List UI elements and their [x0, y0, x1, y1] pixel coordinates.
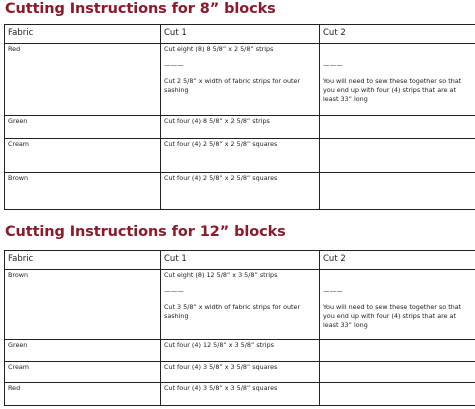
table-row: [5, 270, 475, 340]
table-row: [5, 340, 475, 362]
table-row: [5, 139, 475, 173]
cut2-note: You will need to sew these together so that you end up with four (4) strips that are at least 33” long: [323, 303, 462, 329]
separator: ———: [164, 61, 185, 69]
cut1-instruction: Cut eight (8) 12 5/8” x 3 5/8” strips: [164, 271, 278, 279]
header-fabric: Fabric: [5, 25, 161, 44]
cut1-sashing-instruction: Cut 3 5/8” x width of fabric strips for outer sashing: [164, 303, 301, 320]
table-row: [5, 362, 475, 383]
table-header-row: [5, 251, 475, 270]
fabric-cell: Green: [5, 340, 161, 362]
table-row: [5, 44, 475, 116]
cut1-cell: Cut four (4) 12 5/8” x 3 5/8” strips: [161, 340, 320, 362]
separator: ———: [323, 287, 344, 295]
cut2-cell: [320, 270, 475, 340]
header-cut2: Cut 2: [320, 25, 475, 44]
fabric-cell: Cream: [5, 362, 161, 383]
section-title-8in: Cutting Instructions for 8” blocks: [5, 1, 276, 17]
fabric-cell: Brown: [5, 270, 161, 340]
cut1-sashing-instruction: Cut 2 5/8” x width of fabric strips for outer sashing: [164, 77, 301, 94]
table-header-row: [5, 25, 475, 44]
fabric-cell: Cream: [5, 139, 161, 173]
cut1-cell: Cut four (4) 8 5/8” x 2 5/8” strips: [161, 116, 320, 139]
table-row: [5, 383, 475, 406]
header-cut1: Cut 1: [161, 25, 320, 44]
cut2-cell: [320, 383, 475, 406]
cut1-cell: Cut four (4) 2 5/8” x 2 5/8” squares: [161, 139, 320, 173]
fabric-cell: Brown: [5, 173, 161, 210]
cut1-cell: Cut four (4) 2 5/8” x 2 5/8” squares: [161, 173, 320, 210]
table-row: [5, 173, 475, 210]
cut1-cell: Cut four (4) 3 5/8” x 3 5/8” squares: [161, 383, 320, 406]
cut2-cell: [320, 340, 475, 362]
fabric-cell: Red: [5, 44, 161, 116]
table-row: [5, 116, 475, 139]
cut2-cell: [320, 173, 475, 210]
cut1-cell: Cut four (4) 3 5/8” x 3 5/8” squares: [161, 362, 320, 383]
cut2-cell: [320, 44, 475, 116]
cut2-cell: [320, 116, 475, 139]
fabric-cell: Red: [5, 383, 161, 406]
fabric-cell: Green: [5, 116, 161, 139]
cutting-table-8in: [4, 24, 475, 210]
cut2-cell: [320, 362, 475, 383]
cut1-instruction: Cut eight (8) 8 5/8” x 2 5/8” strips: [164, 45, 274, 53]
cut1-cell: [161, 270, 320, 340]
header-cut2: Cut 2: [320, 251, 475, 270]
separator: ———: [164, 287, 185, 295]
cut2-cell: [320, 139, 475, 173]
header-fabric: Fabric: [5, 251, 161, 270]
cutting-table-12in: [4, 250, 475, 406]
section-title-12in: Cutting Instructions for 12” blocks: [5, 224, 286, 240]
header-cut1: Cut 1: [161, 251, 320, 270]
separator: ———: [323, 61, 344, 69]
cut1-cell: [161, 44, 320, 116]
cut2-note: You will need to sew these together so that you end up with four (4) strips that are at least 33” long: [323, 77, 462, 103]
